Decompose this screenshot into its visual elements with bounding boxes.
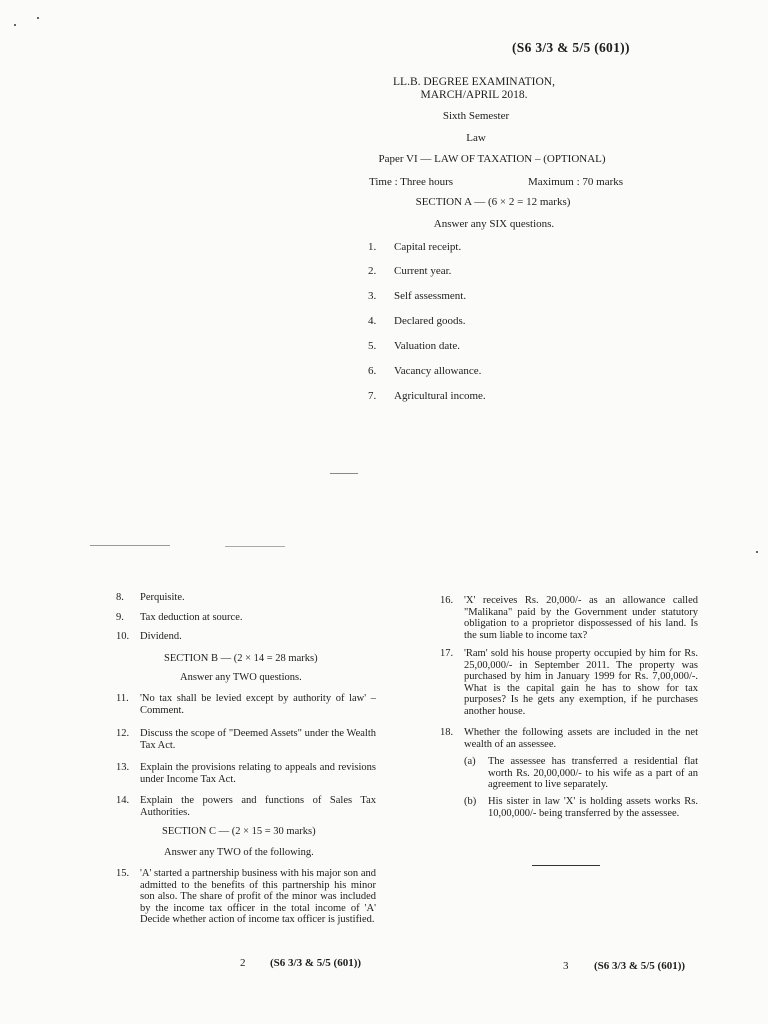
question-item: 11. 'No tax shall be levied except by authority of law' – Comment. <box>116 693 376 716</box>
page-number-left: 2 <box>240 957 246 969</box>
question-item: 8. Perquisite. <box>116 592 185 603</box>
question-item: 5. Valuation date. <box>368 340 460 352</box>
section-c-instruction: Answer any TWO of the following. <box>164 847 314 858</box>
footer-code-right: (S6 3/3 & 5/5 (601)) <box>594 960 686 972</box>
maximum-marks: Maximum : 70 marks <box>528 176 624 188</box>
exam-title: LL.B. DEGREE EXAMINATION, <box>393 76 555 88</box>
end-rule <box>532 865 600 866</box>
section-a-instruction: Answer any SIX questions. <box>433 218 555 230</box>
question-item: 1. Capital receipt. <box>368 241 462 253</box>
scan-line <box>330 473 358 474</box>
footer-code-left: (S6 3/3 & 5/5 (601)) <box>270 957 362 969</box>
scan-speck <box>37 17 39 19</box>
time-allowed: Time : Three hours <box>369 176 454 188</box>
question-item: 2. Current year. <box>368 265 452 277</box>
question-item: 16. 'X' receives Rs. 20,000/- as an allowance called "Malikana" paid by the Government under statutory obligation to a proprietor dispossessed of his land. Is the sum liable to income tax? <box>440 595 698 641</box>
question-item: 17. 'Ram' sold his house property occupied by him for Rs. 25,00,000/- in September 2011. The property was purchased by him in January 1999 for Rs. 7,00,000/-. What is the capital gain he has to show for tax purposes? Is he gets any exemption, if he purchases another house. <box>440 648 698 717</box>
semester: Sixth Semester <box>442 110 510 122</box>
scan-line <box>225 546 285 547</box>
subject: Law <box>466 132 486 144</box>
question-item: 18. Whether the following assets are included in the net wealth of an assessee. <box>440 727 698 750</box>
scan-speck <box>14 24 16 26</box>
question-item: 6. Vacancy allowance. <box>368 365 482 377</box>
question-item: 13. Explain the provisions relating to appeals and revisions under Income Tax Act. <box>116 762 376 785</box>
section-b-instruction: Answer any TWO questions. <box>180 672 302 683</box>
question-item: 9. Tax deduction at source. <box>116 612 243 623</box>
scan-speck <box>756 551 758 553</box>
section-a-title: SECTION A — (6 × 2 = 12 marks) <box>415 196 571 208</box>
question-item: 15. 'A' started a partnership business with his major son and admitted to the benefits of this partnership his minor son also. The share of profit of the minor was included by the income tax officer in the total income of 'A' Decide whether action of income tax officer is justified. <box>116 868 376 925</box>
section-b-title: SECTION B — (2 × 14 = 28 marks) <box>164 653 318 664</box>
paper-title: Paper VI — LAW OF TAXATION – (OPTIONAL) <box>378 153 606 165</box>
section-c-title: SECTION C — (2 × 15 = 30 marks) <box>162 826 316 837</box>
sub-question: (a) The assessee has transferred a residential flat worth Rs. 20,00,000/- to his wife as a part of an agreement to live separately. <box>464 756 698 790</box>
exam-code: (S6 3/3 & 5/5 (601)) <box>512 40 630 55</box>
question-item: 4. Declared goods. <box>368 315 466 327</box>
page-number-right: 3 <box>563 960 569 972</box>
question-item: 7. Agricultural income. <box>368 390 486 402</box>
question-item: 10. Dividend. <box>116 631 182 642</box>
question-item: 14. Explain the powers and functions of Sales Tax Authorities. <box>116 795 376 818</box>
question-item: 12. Discuss the scope of "Deemed Assets" under the Wealth Tax Act. <box>116 728 376 751</box>
question-item: 3. Self assessment. <box>368 290 467 302</box>
exam-session: MARCH/APRIL 2018. <box>420 89 528 101</box>
sub-question: (b) His sister in law 'X' is holding assets works Rs. 10,00,000/- being transferred by the assessee. <box>464 796 698 819</box>
scan-line <box>90 545 170 546</box>
